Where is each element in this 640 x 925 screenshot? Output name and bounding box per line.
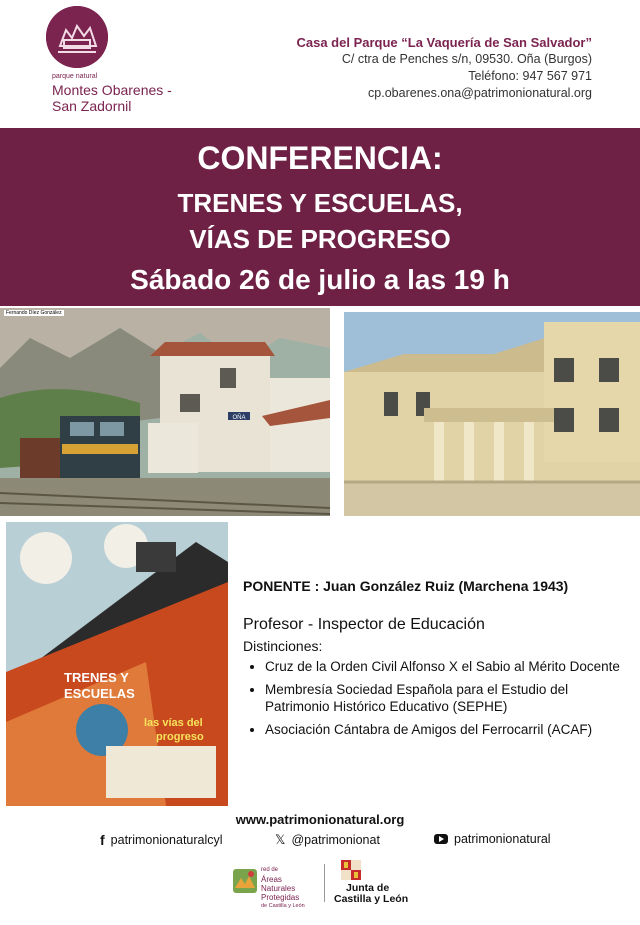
junta-line2: Castilla y León [334,893,409,905]
school-building-photo [344,312,640,516]
event-banner [0,128,640,306]
distinctions-list [243,658,633,738]
book-title-line2: ESCUELAS [64,686,135,701]
book-subtitle-line1: las vías del [144,717,203,729]
banner-date: Sábado 26 de julio a las 19 h [130,264,510,295]
speaker-separator: : [310,578,324,594]
distinction-item: • Asociación Cántabra de Amigos del Ferrocarril (ACAF) [265,721,633,738]
junta-shield-icon [340,858,362,882]
rana-line5: de Castilla y León [261,903,305,909]
footer-logos [0,856,640,909]
youtube-icon [434,834,448,844]
facebook-handle: patrimonionaturalcyl [110,833,223,847]
junta-text [334,883,408,905]
website-link[interactable]: www.patrimonionatural.org [235,812,405,827]
junta-logo [334,858,414,904]
facebook-link[interactable] [100,832,223,848]
logo-name-line1: Montes Obarenes - [52,82,172,98]
contact-phone: Teléfono: 947 567 971 [468,69,592,83]
distinctions-label: Distinciones: [243,638,323,654]
rana-line4: Protegidas [261,893,300,902]
x-handle: @patrimonionat [291,833,380,847]
book-subtitle-line2: progreso [156,731,204,743]
contact-address: C/ ctra de Penches s/n, 09530. Oña (Burgos) [341,52,592,66]
speaker-role: Profesor - Inspector de Educación [243,616,485,633]
social-links [0,832,640,850]
distinction-item: • Membresía Sociedad Española para el Estudio del Patrimonio Histórico Educativo (SEPHE) [265,681,633,715]
photo-credit: Fernando Díez González [6,310,62,316]
speaker-label: PONENTE [243,578,311,594]
distinction-item: • Cruz de la Orden Civil Alfonso X el Sabio al Mérito Docente [265,658,633,675]
speaker-name: Juan González Ruiz (Marchena 1943) [323,578,569,594]
youtube-link[interactable] [434,832,551,846]
speaker-info [243,578,633,744]
book-title-line1: TRENES Y [64,670,129,685]
logo-divider [324,864,325,902]
x-icon: 𝕏 [275,832,286,847]
rana-line1: red de [261,867,279,873]
banner-line3: VÍAS DE PROGRESO [189,224,451,254]
rana-logo [232,864,318,909]
logo-name-line2: San Zadornil [52,98,132,114]
rana-line2: Áreas [261,875,282,884]
logo-park-name [52,82,182,114]
contact-title: Casa del Parque “La Vaquería de San Salvador” [296,35,592,50]
banner-line1: CONFERENCIA: [197,140,443,176]
rana-line3: Naturales [261,884,296,893]
book-cover-image [6,522,228,806]
rana-text [261,866,321,911]
speaker-line [243,578,633,594]
x-link[interactable] [275,832,380,848]
station-sign: OÑA [232,415,246,421]
youtube-handle: patrimonionatural [454,832,551,846]
junta-line1: Junta de [346,882,390,894]
park-logo-icon [46,6,108,68]
contact-email[interactable]: cp.obarenes.ona@patrimonionatural.org [368,86,592,100]
train-station-photo [0,308,330,516]
contact-block [296,34,592,102]
banner-line2: TRENES Y ESCUELAS, [177,188,463,218]
header [0,0,640,128]
facebook-icon: f [100,832,105,848]
logo-small-text: parque natural [52,73,98,80]
rana-icon [232,868,258,894]
